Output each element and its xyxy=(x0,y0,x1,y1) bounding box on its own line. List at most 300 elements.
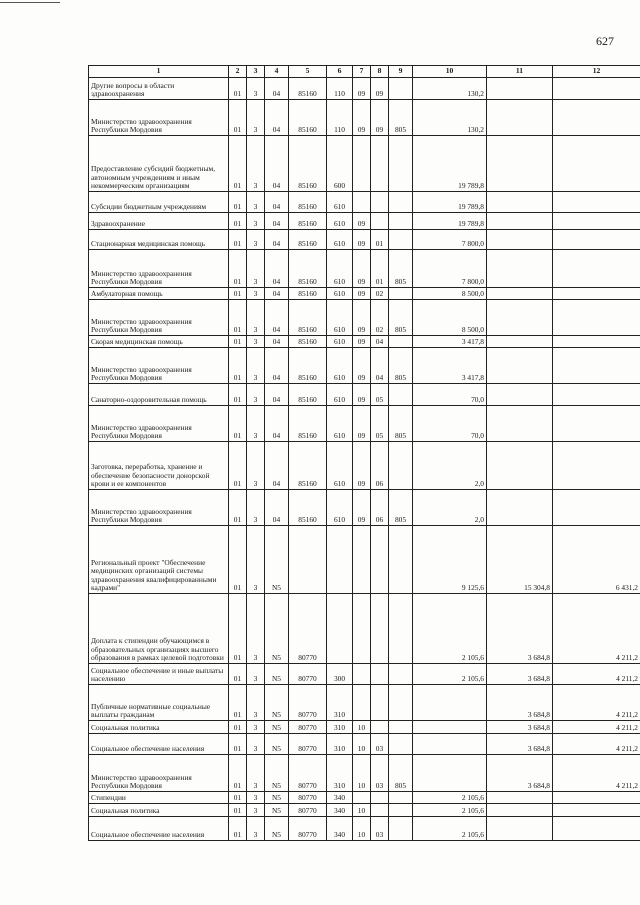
expense-type-cell: 610 xyxy=(327,348,353,384)
amount-year2-cell: 3 684,8 xyxy=(487,734,553,755)
table-row xyxy=(89,100,640,136)
ministry-code-cell: 805 xyxy=(389,250,413,288)
row-name-cell: Социальная политика xyxy=(89,804,229,817)
amount-year3-cell xyxy=(553,406,640,442)
section-code-cell: 01 xyxy=(229,792,247,804)
section-code-cell: 01 xyxy=(229,721,247,734)
section-cell: 09 xyxy=(353,336,371,348)
subsection-code-cell: 3 xyxy=(247,526,265,594)
program-code-cell: N5 xyxy=(265,721,289,734)
ministry-code-cell xyxy=(389,721,413,734)
subsection-cell: 04 xyxy=(371,348,389,384)
subsection-code-cell: 3 xyxy=(247,300,265,336)
section-code-cell: 01 xyxy=(229,230,247,250)
subsection-cell: 05 xyxy=(371,406,389,442)
section-code-cell: 01 xyxy=(229,348,247,384)
subsection-cell xyxy=(371,685,389,721)
amount-year1-cell: 3 417,8 xyxy=(413,348,487,384)
ministry-code-cell xyxy=(389,192,413,213)
ministry-code-cell: 805 xyxy=(389,300,413,336)
subsection-cell xyxy=(371,664,389,685)
amount-year2-cell xyxy=(487,213,553,230)
section-cell: 10 xyxy=(353,755,371,792)
header-cell: 3 xyxy=(247,66,265,78)
program-code-cell: 04 xyxy=(265,300,289,336)
target-code-cell: 85160 xyxy=(289,192,327,213)
amount-year1-cell xyxy=(413,685,487,721)
ministry-code-cell: 805 xyxy=(389,490,413,526)
table-row xyxy=(89,136,640,192)
expense-type-cell: 110 xyxy=(327,100,353,136)
amount-year3-cell: 6 431,2 xyxy=(553,526,640,594)
expense-type-cell: 310 xyxy=(327,755,353,792)
subsection-code-cell: 3 xyxy=(247,817,265,841)
table-row xyxy=(89,288,640,300)
table-row xyxy=(89,804,640,817)
target-code-cell: 85160 xyxy=(289,230,327,250)
amount-year3-cell xyxy=(553,300,640,336)
section-cell: 09 xyxy=(353,100,371,136)
row-name-cell: Публичные нормативные социальные выплаты гражданам xyxy=(89,685,229,721)
program-code-cell: N5 xyxy=(265,594,289,664)
target-code-cell: 85160 xyxy=(289,406,327,442)
subsection-code-cell: 3 xyxy=(247,804,265,817)
row-name-cell: Региональный проект "Обеспечение медицинских организаций системы здравоохранения квалифицированными кадрами" xyxy=(89,526,229,594)
target-code-cell: 85160 xyxy=(289,250,327,288)
subsection-code-cell: 3 xyxy=(247,250,265,288)
subsection-code-cell: 3 xyxy=(247,288,265,300)
expense-type-cell xyxy=(327,526,353,594)
subsection-cell xyxy=(371,192,389,213)
table-row xyxy=(89,348,640,384)
expense-type-cell: 610 xyxy=(327,336,353,348)
expense-type-cell: 610 xyxy=(327,230,353,250)
target-code-cell: 80770 xyxy=(289,817,327,841)
section-code-cell: 01 xyxy=(229,685,247,721)
section-code-cell: 01 xyxy=(229,490,247,526)
amount-year1-cell: 2 105,6 xyxy=(413,804,487,817)
amount-year1-cell: 7 800,0 xyxy=(413,250,487,288)
section-cell xyxy=(353,685,371,721)
subsection-code-cell: 3 xyxy=(247,230,265,250)
amount-year2-cell xyxy=(487,348,553,384)
row-name-cell: Стипендии xyxy=(89,792,229,804)
table-row xyxy=(89,384,640,406)
expense-type-cell: 110 xyxy=(327,78,353,100)
target-code-cell: 85160 xyxy=(289,300,327,336)
ministry-code-cell: 805 xyxy=(389,406,413,442)
amount-year3-cell xyxy=(553,136,640,192)
expense-type-cell: 340 xyxy=(327,817,353,841)
program-code-cell: N5 xyxy=(265,734,289,755)
scan-edge-line xyxy=(0,2,60,3)
target-code-cell: 80770 xyxy=(289,721,327,734)
section-cell: 10 xyxy=(353,804,371,817)
ministry-code-cell xyxy=(389,442,413,490)
target-code-cell: 80770 xyxy=(289,664,327,685)
section-cell: 10 xyxy=(353,721,371,734)
amount-year3-cell xyxy=(553,804,640,817)
table-row xyxy=(89,755,640,792)
amount-year1-cell: 70,0 xyxy=(413,384,487,406)
expense-type-cell: 610 xyxy=(327,300,353,336)
subsection-code-cell: 3 xyxy=(247,136,265,192)
section-cell: 09 xyxy=(353,300,371,336)
section-code-cell: 01 xyxy=(229,136,247,192)
amount-year3-cell: 4 211,2 xyxy=(553,734,640,755)
amount-year2-cell xyxy=(487,300,553,336)
subsection-cell: 02 xyxy=(371,288,389,300)
section-cell: 09 xyxy=(353,213,371,230)
expense-type-cell: 310 xyxy=(327,721,353,734)
program-code-cell: 04 xyxy=(265,406,289,442)
header-cell: 11 xyxy=(487,66,553,78)
amount-year2-cell xyxy=(487,192,553,213)
header-cell: 1 xyxy=(89,66,229,78)
subsection-cell: 06 xyxy=(371,490,389,526)
amount-year3-cell xyxy=(553,817,640,841)
row-name-cell: Министерство здравоохранения Республики Мордовия xyxy=(89,490,229,526)
target-code-cell: 80770 xyxy=(289,685,327,721)
amount-year3-cell xyxy=(553,213,640,230)
row-name-cell: Министерство здравоохранения Республики Мордовия xyxy=(89,406,229,442)
row-name-cell: Санаторно-оздоровительная помощь xyxy=(89,384,229,406)
header-cell: 7 xyxy=(353,66,371,78)
section-cell xyxy=(353,664,371,685)
expense-type-cell: 610 xyxy=(327,213,353,230)
amount-year3-cell xyxy=(553,792,640,804)
subsection-cell: 04 xyxy=(371,336,389,348)
program-code-cell: N5 xyxy=(265,755,289,792)
amount-year3-cell: 4 211,2 xyxy=(553,755,640,792)
program-code-cell: N5 xyxy=(265,817,289,841)
section-cell: 09 xyxy=(353,442,371,490)
table-row xyxy=(89,664,640,685)
row-name-cell: Другие вопросы в области здравоохранения xyxy=(89,78,229,100)
program-code-cell: 04 xyxy=(265,230,289,250)
row-name-cell: Министерство здравоохранения Республики Мордовия xyxy=(89,348,229,384)
page-number: 627 xyxy=(596,34,614,48)
expense-type-cell: 610 xyxy=(327,442,353,490)
amount-year1-cell: 9 125,6 xyxy=(413,526,487,594)
amount-year2-cell: 3 684,8 xyxy=(487,755,553,792)
section-cell: 09 xyxy=(353,490,371,526)
program-code-cell: N5 xyxy=(265,664,289,685)
section-code-cell: 01 xyxy=(229,526,247,594)
program-code-cell: 04 xyxy=(265,136,289,192)
ministry-code-cell xyxy=(389,526,413,594)
expense-type-cell: 610 xyxy=(327,192,353,213)
subsection-cell xyxy=(371,594,389,664)
target-code-cell: 80770 xyxy=(289,792,327,804)
header-cell: 5 xyxy=(289,66,327,78)
row-name-cell: Министерство здравоохранения Республики Мордовия xyxy=(89,250,229,288)
amount-year2-cell xyxy=(487,136,553,192)
subsection-code-cell: 3 xyxy=(247,734,265,755)
ministry-code-cell xyxy=(389,792,413,804)
section-cell: 09 xyxy=(353,384,371,406)
amount-year3-cell: 4 211,2 xyxy=(553,664,640,685)
amount-year1-cell xyxy=(413,755,487,792)
amount-year2-cell: 15 304,8 xyxy=(487,526,553,594)
expense-type-cell: 610 xyxy=(327,250,353,288)
program-code-cell: 04 xyxy=(265,384,289,406)
amount-year2-cell xyxy=(487,384,553,406)
subsection-code-cell: 3 xyxy=(247,406,265,442)
header-cell: 6 xyxy=(327,66,353,78)
section-code-cell: 01 xyxy=(229,406,247,442)
subsection-cell: 09 xyxy=(371,78,389,100)
ministry-code-cell: 805 xyxy=(389,348,413,384)
subsection-code-cell: 3 xyxy=(247,490,265,526)
target-code-cell: 85160 xyxy=(289,348,327,384)
amount-year1-cell: 3 417,8 xyxy=(413,336,487,348)
amount-year3-cell xyxy=(553,250,640,288)
section-cell xyxy=(353,792,371,804)
table-row xyxy=(89,300,640,336)
amount-year3-cell xyxy=(553,78,640,100)
table-row xyxy=(89,192,640,213)
table-row xyxy=(89,213,640,230)
row-name-cell: Министерство здравоохранения Республики Мордовия xyxy=(89,755,229,792)
subsection-cell: 06 xyxy=(371,442,389,490)
row-name-cell: Министерство здравоохранения Республики Мордовия xyxy=(89,300,229,336)
table-row xyxy=(89,336,640,348)
row-name-cell: Министерство здравоохранения Республики Мордовия xyxy=(89,100,229,136)
amount-year2-cell xyxy=(487,442,553,490)
amount-year2-cell xyxy=(487,78,553,100)
program-code-cell: 04 xyxy=(265,490,289,526)
amount-year1-cell: 130,2 xyxy=(413,78,487,100)
table-row xyxy=(89,734,640,755)
header-cell: 8 xyxy=(371,66,389,78)
program-code-cell: 04 xyxy=(265,336,289,348)
subsection-cell: 09 xyxy=(371,100,389,136)
row-name-cell: Доплата к стипендии обучающимся в образовательных организациях высшего образования в рамках целевой подготовки xyxy=(89,594,229,664)
target-code-cell: 85160 xyxy=(289,442,327,490)
amount-year2-cell xyxy=(487,230,553,250)
amount-year3-cell xyxy=(553,384,640,406)
subsection-cell xyxy=(371,721,389,734)
section-code-cell: 01 xyxy=(229,734,247,755)
amount-year1-cell: 2,0 xyxy=(413,490,487,526)
table-row xyxy=(89,442,640,490)
subsection-cell xyxy=(371,804,389,817)
ministry-code-cell xyxy=(389,336,413,348)
expense-type-cell: 610 xyxy=(327,490,353,526)
program-code-cell: 04 xyxy=(265,348,289,384)
row-name-cell: Стационарная медицинская помощь xyxy=(89,230,229,250)
row-name-cell: Социальное обеспечение населения xyxy=(89,817,229,841)
amount-year3-cell xyxy=(553,442,640,490)
program-code-cell: 04 xyxy=(265,250,289,288)
section-code-cell: 01 xyxy=(229,250,247,288)
subsection-code-cell: 3 xyxy=(247,664,265,685)
section-cell xyxy=(353,192,371,213)
section-cell: 10 xyxy=(353,734,371,755)
section-cell xyxy=(353,136,371,192)
amount-year2-cell xyxy=(487,100,553,136)
subsection-cell xyxy=(371,792,389,804)
table-body xyxy=(89,78,640,841)
amount-year1-cell: 19 789,8 xyxy=(413,213,487,230)
section-cell: 09 xyxy=(353,406,371,442)
target-code-cell: 85160 xyxy=(289,136,327,192)
ministry-code-cell xyxy=(389,230,413,250)
table-row xyxy=(89,490,640,526)
amount-year1-cell: 7 800,0 xyxy=(413,230,487,250)
section-code-cell: 01 xyxy=(229,300,247,336)
section-cell: 09 xyxy=(353,230,371,250)
subsection-cell: 02 xyxy=(371,300,389,336)
amount-year1-cell: 8 500,0 xyxy=(413,300,487,336)
subsection-code-cell: 3 xyxy=(247,192,265,213)
amount-year2-cell xyxy=(487,817,553,841)
subsection-code-cell: 3 xyxy=(247,78,265,100)
section-code-cell: 01 xyxy=(229,384,247,406)
subsection-cell xyxy=(371,526,389,594)
target-code-cell: 85160 xyxy=(289,288,327,300)
ministry-code-cell xyxy=(389,288,413,300)
amount-year3-cell: 4 211,2 xyxy=(553,594,640,664)
target-code-cell: 85160 xyxy=(289,336,327,348)
section-code-cell: 01 xyxy=(229,78,247,100)
ministry-code-cell xyxy=(389,78,413,100)
amount-year1-cell: 2 105,6 xyxy=(413,792,487,804)
amount-year1-cell xyxy=(413,721,487,734)
header-cell: 12 xyxy=(553,66,640,78)
program-code-cell: 04 xyxy=(265,213,289,230)
target-code-cell: 85160 xyxy=(289,78,327,100)
expense-type-cell: 610 xyxy=(327,406,353,442)
amount-year2-cell xyxy=(487,336,553,348)
target-code-cell: 85160 xyxy=(289,490,327,526)
amount-year2-cell xyxy=(487,250,553,288)
program-code-cell: N5 xyxy=(265,792,289,804)
section-cell: 09 xyxy=(353,250,371,288)
section-code-cell: 01 xyxy=(229,442,247,490)
subsection-cell xyxy=(371,136,389,192)
subsection-code-cell: 3 xyxy=(247,384,265,406)
amount-year1-cell: 130,2 xyxy=(413,100,487,136)
ministry-code-cell xyxy=(389,384,413,406)
subsection-code-cell: 3 xyxy=(247,213,265,230)
table-row xyxy=(89,685,640,721)
subsection-code-cell: 3 xyxy=(247,685,265,721)
section-cell: 09 xyxy=(353,348,371,384)
subsection-cell: 01 xyxy=(371,250,389,288)
ministry-code-cell: 805 xyxy=(389,100,413,136)
target-code-cell xyxy=(289,526,327,594)
amount-year3-cell xyxy=(553,192,640,213)
section-code-cell: 01 xyxy=(229,755,247,792)
ministry-code-cell xyxy=(389,817,413,841)
program-code-cell: N5 xyxy=(265,526,289,594)
amount-year3-cell xyxy=(553,100,640,136)
amount-year1-cell: 70,0 xyxy=(413,406,487,442)
subsection-code-cell: 3 xyxy=(247,594,265,664)
amount-year1-cell: 19 789,8 xyxy=(413,136,487,192)
table-row xyxy=(89,792,640,804)
subsection-cell xyxy=(371,213,389,230)
amount-year2-cell: 3 684,8 xyxy=(487,664,553,685)
header-cell: 4 xyxy=(265,66,289,78)
row-name-cell: Здравоохранение xyxy=(89,213,229,230)
amount-year3-cell xyxy=(553,336,640,348)
expense-type-cell xyxy=(327,594,353,664)
table-row xyxy=(89,817,640,841)
program-code-cell: N5 xyxy=(265,804,289,817)
subsection-code-cell: 3 xyxy=(247,100,265,136)
amount-year2-cell xyxy=(487,792,553,804)
target-code-cell: 80770 xyxy=(289,594,327,664)
section-cell: 09 xyxy=(353,78,371,100)
program-code-cell: 04 xyxy=(265,78,289,100)
budget-table xyxy=(88,65,640,841)
amount-year2-cell xyxy=(487,804,553,817)
amount-year1-cell xyxy=(413,734,487,755)
section-cell xyxy=(353,526,371,594)
row-name-cell: Социальная политика xyxy=(89,721,229,734)
row-name-cell: Амбулаторная помощь xyxy=(89,288,229,300)
subsection-cell: 05 xyxy=(371,384,389,406)
expense-type-cell: 340 xyxy=(327,804,353,817)
amount-year1-cell: 2,0 xyxy=(413,442,487,490)
amount-year2-cell xyxy=(487,406,553,442)
row-name-cell: Социальное обеспечение населения xyxy=(89,734,229,755)
subsection-code-cell: 3 xyxy=(247,348,265,384)
target-code-cell: 85160 xyxy=(289,100,327,136)
section-code-cell: 01 xyxy=(229,336,247,348)
ministry-code-cell xyxy=(389,734,413,755)
section-code-cell: 01 xyxy=(229,192,247,213)
program-code-cell: 04 xyxy=(265,442,289,490)
target-code-cell: 80770 xyxy=(289,804,327,817)
target-code-cell: 85160 xyxy=(289,213,327,230)
program-code-cell: N5 xyxy=(265,685,289,721)
ministry-code-cell xyxy=(389,213,413,230)
table-row xyxy=(89,721,640,734)
row-name-cell: Заготовка, переработка, хранение и обеспечение безопасности донорской крови и ее компонентов xyxy=(89,442,229,490)
amount-year3-cell xyxy=(553,490,640,526)
amount-year2-cell: 3 684,8 xyxy=(487,685,553,721)
amount-year3-cell xyxy=(553,348,640,384)
row-name-cell: Предоставление субсидий бюджетным, автономным учреждениям и иным некоммерческим организациям xyxy=(89,136,229,192)
header-cell: 10 xyxy=(413,66,487,78)
subsection-code-cell: 3 xyxy=(247,336,265,348)
target-code-cell: 80770 xyxy=(289,734,327,755)
expense-type-cell: 600 xyxy=(327,136,353,192)
section-code-cell: 01 xyxy=(229,817,247,841)
table-row xyxy=(89,230,640,250)
expense-type-cell: 610 xyxy=(327,384,353,406)
table-row xyxy=(89,250,640,288)
ministry-code-cell xyxy=(389,664,413,685)
ministry-code-cell xyxy=(389,804,413,817)
table-row xyxy=(89,526,640,594)
row-name-cell: Скорая медицинская помощь xyxy=(89,336,229,348)
section-cell: 10 xyxy=(353,817,371,841)
amount-year2-cell: 3 684,8 xyxy=(487,721,553,734)
section-cell: 09 xyxy=(353,288,371,300)
program-code-cell: 04 xyxy=(265,100,289,136)
amount-year1-cell: 2 105,6 xyxy=(413,594,487,664)
target-code-cell: 85160 xyxy=(289,384,327,406)
program-code-cell: 04 xyxy=(265,192,289,213)
expense-type-cell: 340 xyxy=(327,792,353,804)
subsection-code-cell: 3 xyxy=(247,442,265,490)
expense-type-cell: 310 xyxy=(327,685,353,721)
